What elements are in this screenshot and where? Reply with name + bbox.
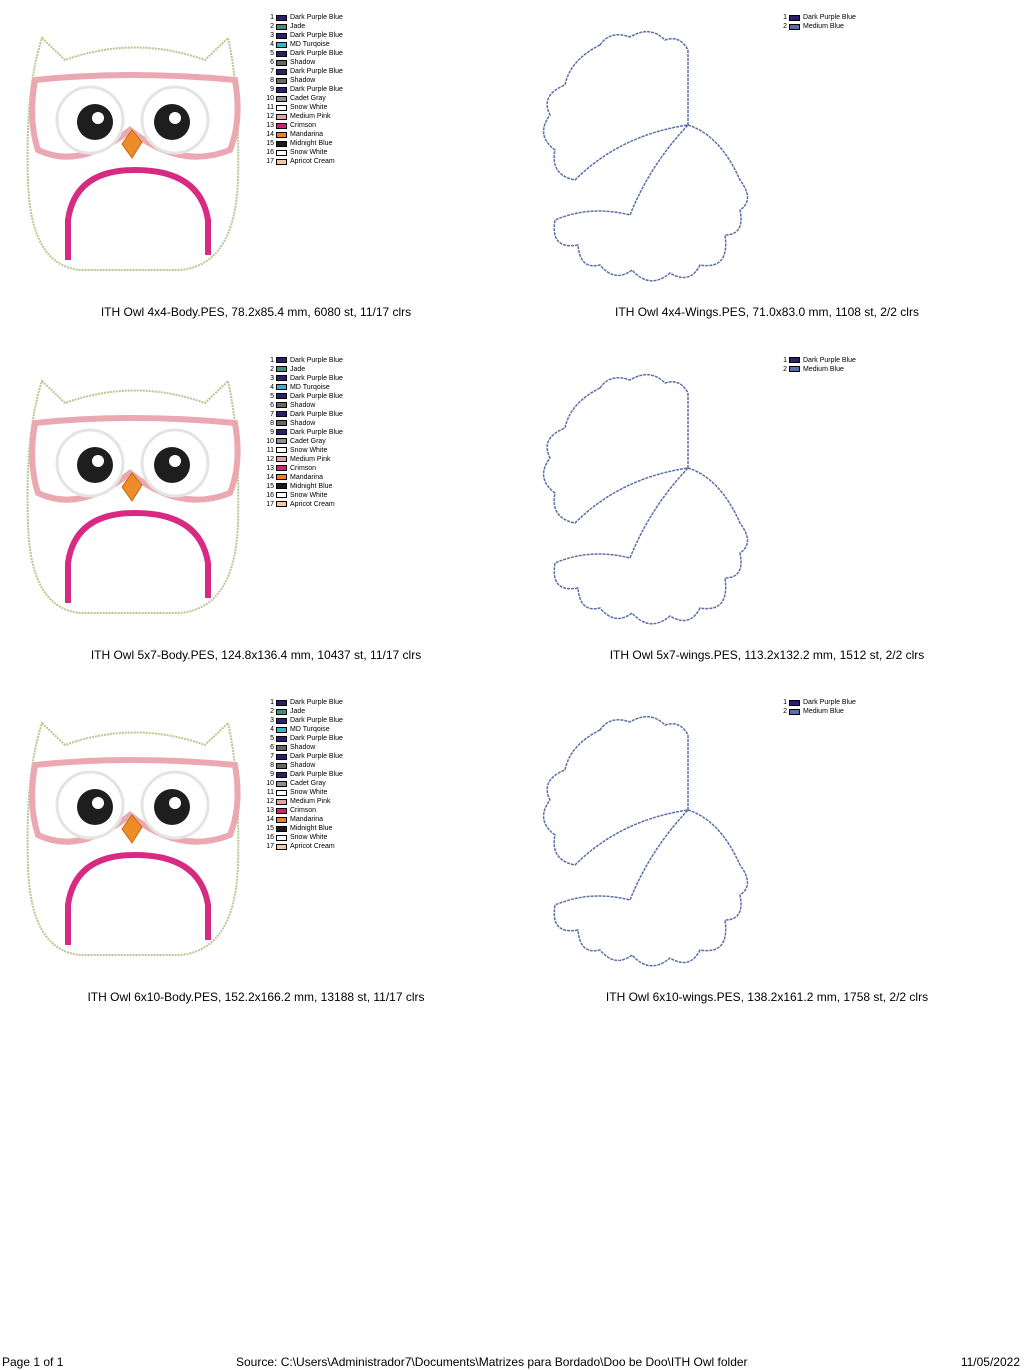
color-legend-item: 8 Shadow <box>270 77 316 84</box>
color-legend-item: 14 Mandarina <box>266 131 324 138</box>
color-legend-item: 13 Crimson <box>266 807 317 814</box>
color-legend-item: 9 Dark Purple Blue <box>270 428 343 436</box>
color-name: MD Turqoise <box>290 383 330 391</box>
color-legend-item: 2 Jade <box>270 23 306 30</box>
color-legend-item: 11 Snow White <box>266 104 328 111</box>
color-name: Jade <box>290 708 306 715</box>
color-name: Dark Purple Blue <box>290 717 343 724</box>
color-name: Dark Purple Blue <box>290 771 343 778</box>
color-name: Cadet Gray <box>290 780 326 787</box>
color-name: Apricot Cream <box>290 158 335 165</box>
color-swatch <box>276 447 287 453</box>
color-legend-item: 5 Dark Purple Blue <box>270 392 343 400</box>
color-legend-item: 5 Dark Purple Blue <box>270 50 343 57</box>
color-swatch <box>276 384 287 390</box>
color-legend-item: 17 Apricot Cream <box>266 843 335 850</box>
color-name: Apricot Cream <box>290 843 335 850</box>
owl-wings-design-preview <box>530 25 760 290</box>
color-swatch <box>276 420 287 426</box>
color-name: Midnight Blue <box>290 825 333 832</box>
color-swatch <box>276 790 287 796</box>
color-name: Dark Purple Blue <box>290 32 343 39</box>
color-legend-item: 16 Snow White <box>266 834 328 841</box>
color-swatch <box>789 366 800 372</box>
color-legend-item: 12 Medium Pink <box>266 455 331 463</box>
color-name: Dark Purple Blue <box>290 50 343 57</box>
color-name: Shadow <box>290 401 316 409</box>
color-name: Crimson <box>290 464 317 472</box>
color-legend-item: 7 Dark Purple Blue <box>270 753 343 760</box>
wings-color-legend <box>775 356 856 374</box>
color-legend-item: 10 Cadet Gray <box>266 437 326 445</box>
color-legend-item: 1 Dark Purple Blue <box>270 699 343 706</box>
color-name: Midnight Blue <box>290 140 333 147</box>
color-legend-item: 1 Dark Purple Blue <box>783 699 856 706</box>
color-legend-item: 9 Dark Purple Blue <box>270 86 343 93</box>
color-legend-item: 11 Snow White <box>266 789 328 796</box>
color-name: Medium Pink <box>290 798 331 805</box>
color-name: MD Turqoise <box>290 41 330 48</box>
color-swatch <box>276 402 287 408</box>
color-legend-item: 4 MD Turqoise <box>270 383 330 391</box>
color-name: Cadet Gray <box>290 437 326 445</box>
color-swatch <box>276 817 287 823</box>
color-legend-item: 2 Medium Blue <box>783 708 844 715</box>
page-number: Page 1 of 1 <box>2 1355 64 1369</box>
owl-body-design-preview <box>20 373 250 623</box>
color-swatch <box>276 772 287 778</box>
wings-color-legend <box>775 698 856 716</box>
color-name: Medium Blue <box>803 365 844 373</box>
color-name: Snow White <box>290 446 328 454</box>
color-legend-item: 1 Dark Purple Blue <box>783 356 856 364</box>
color-name: Dark Purple Blue <box>290 392 343 400</box>
color-swatch <box>276 123 287 129</box>
color-swatch <box>276 411 287 417</box>
color-swatch <box>276 835 287 841</box>
color-legend-item: 4 MD Turqoise <box>270 41 330 48</box>
color-legend-item: 17 Apricot Cream <box>266 500 335 508</box>
color-legend-item: 7 Dark Purple Blue <box>270 410 343 418</box>
color-swatch <box>276 763 287 769</box>
color-swatch <box>276 492 287 498</box>
color-name: Mandarina <box>290 131 324 138</box>
color-legend-item: 15 Midnight Blue <box>266 482 333 490</box>
color-legend-item: 17 Apricot Cream <box>266 158 335 165</box>
color-name: Crimson <box>290 807 317 814</box>
color-name: Midnight Blue <box>290 482 333 490</box>
color-swatch <box>276 429 287 435</box>
color-swatch <box>276 754 287 760</box>
owl-body-design-preview <box>20 715 250 965</box>
color-legend-item: 15 Midnight Blue <box>266 140 333 147</box>
color-legend-item: 2 Medium Blue <box>783 365 844 373</box>
color-swatch <box>276 736 287 742</box>
color-legend-item: 10 Cadet Gray <box>266 95 326 102</box>
color-legend-item: 3 Dark Purple Blue <box>270 717 343 724</box>
body-color-legend <box>262 356 343 509</box>
color-swatch <box>276 826 287 832</box>
color-name: Dark Purple Blue <box>803 14 856 21</box>
color-swatch <box>276 87 287 93</box>
color-swatch <box>276 15 287 21</box>
print-date: 11/05/2022 <box>960 1355 1020 1369</box>
wings-design-caption: ITH Owl 6x10-wings.PES, 138.2x161.2 mm, 1758 st, 2/2 clrs <box>605 990 929 1004</box>
color-swatch <box>276 438 287 444</box>
color-name: Dark Purple Blue <box>290 14 343 21</box>
color-swatch <box>276 456 287 462</box>
source-path: Source: C:\Users\Administrador7\Documents\Matrizes para Bordado\Doo be Doo\ITH Owl folder <box>236 1355 748 1369</box>
color-legend-item: 9 Dark Purple Blue <box>270 771 343 778</box>
body-design-caption: ITH Owl 5x7-Body.PES, 124.8x136.4 mm, 10437 st, 11/17 clrs <box>90 647 422 662</box>
color-swatch <box>276 105 287 111</box>
color-swatch <box>789 357 800 363</box>
color-name: Dark Purple Blue <box>290 699 343 706</box>
color-swatch <box>276 42 287 48</box>
color-swatch <box>276 150 287 156</box>
color-swatch <box>276 799 287 805</box>
color-swatch <box>789 24 800 30</box>
color-name: Jade <box>290 23 306 30</box>
color-swatch <box>276 474 287 480</box>
color-name: Dark Purple Blue <box>290 428 343 436</box>
color-legend-item: 14 Mandarina <box>266 816 324 823</box>
color-legend-item: 5 Dark Purple Blue <box>270 735 343 742</box>
color-legend-item: 12 Medium Pink <box>266 798 331 805</box>
color-swatch <box>276 141 287 147</box>
color-name: Dark Purple Blue <box>290 86 343 93</box>
color-swatch <box>276 78 287 84</box>
color-name: Dark Purple Blue <box>803 699 856 706</box>
color-name: Shadow <box>290 419 316 427</box>
color-name: Dark Purple Blue <box>290 68 343 75</box>
color-legend-item: 12 Medium Pink <box>266 113 331 120</box>
color-swatch <box>789 709 800 715</box>
color-legend-item: 1 Dark Purple Blue <box>270 14 343 21</box>
color-name: Medium Blue <box>803 23 844 30</box>
color-swatch <box>276 375 287 381</box>
color-legend-item: 3 Dark Purple Blue <box>270 374 343 382</box>
body-color-legend <box>262 13 343 166</box>
color-legend-item: 16 Snow White <box>266 149 328 156</box>
color-swatch <box>276 745 287 751</box>
body-design-caption: ITH Owl 6x10-Body.PES, 152.2x166.2 mm, 13188 st, 11/17 clrs <box>87 990 425 1004</box>
color-legend-item: 3 Dark Purple Blue <box>270 32 343 39</box>
color-swatch <box>276 159 287 165</box>
color-name: Snow White <box>290 789 328 796</box>
color-legend-item: 2 Jade <box>270 708 306 715</box>
color-name: Shadow <box>290 762 316 769</box>
color-swatch <box>276 33 287 39</box>
color-swatch <box>276 709 287 715</box>
color-legend-item: 13 Crimson <box>266 122 317 129</box>
color-legend-item: 7 Dark Purple Blue <box>270 68 343 75</box>
color-legend-item: 14 Mandarina <box>266 473 324 481</box>
color-swatch <box>789 15 800 21</box>
color-legend-item: 1 Dark Purple Blue <box>783 14 856 21</box>
color-name: Dark Purple Blue <box>290 753 343 760</box>
color-legend-item: 2 Jade <box>270 365 306 373</box>
color-legend-item: 8 Shadow <box>270 762 316 769</box>
color-swatch <box>276 114 287 120</box>
color-swatch <box>276 700 287 706</box>
wings-color-legend <box>775 13 856 31</box>
color-legend-item: 15 Midnight Blue <box>266 825 333 832</box>
color-name: Mandarina <box>290 473 324 481</box>
color-name: Jade <box>290 365 306 373</box>
color-name: Dark Purple Blue <box>290 410 343 418</box>
owl-body-design-preview <box>20 30 250 280</box>
color-legend-item: 8 Shadow <box>270 419 316 427</box>
color-swatch <box>276 483 287 489</box>
color-name: Snow White <box>290 104 328 111</box>
design-row <box>0 685 1024 1027</box>
color-name: Dark Purple Blue <box>290 374 343 382</box>
color-name: Snow White <box>290 491 328 499</box>
color-legend-item: 10 Cadet Gray <box>266 780 326 787</box>
color-swatch <box>276 808 287 814</box>
color-swatch <box>276 132 287 138</box>
color-swatch <box>276 357 287 363</box>
color-name: Snow White <box>290 834 328 841</box>
color-legend-item: 11 Snow White <box>266 446 328 454</box>
color-name: Medium Pink <box>290 455 331 463</box>
color-legend-item: 16 Snow White <box>266 491 328 499</box>
color-swatch <box>276 69 287 75</box>
color-name: Shadow <box>290 744 316 751</box>
color-swatch <box>276 844 287 850</box>
color-swatch <box>276 24 287 30</box>
color-swatch <box>276 60 287 66</box>
color-name: Crimson <box>290 122 317 129</box>
color-legend-item: 6 Shadow <box>270 744 316 751</box>
color-name: MD Turqoise <box>290 726 330 733</box>
color-name: Dark Purple Blue <box>290 735 343 742</box>
color-swatch <box>276 96 287 102</box>
color-name: Dark Purple Blue <box>290 356 343 364</box>
color-name: Shadow <box>290 59 316 66</box>
color-name: Mandarina <box>290 816 324 823</box>
owl-wings-design-preview <box>530 368 760 633</box>
color-legend-item: 6 Shadow <box>270 401 316 409</box>
color-swatch <box>789 700 800 706</box>
wings-design-caption: ITH Owl 5x7-wings.PES, 113.2x132.2 mm, 1512 st, 2/2 clrs <box>609 647 925 662</box>
color-swatch <box>276 465 287 471</box>
color-swatch <box>276 393 287 399</box>
color-name: Apricot Cream <box>290 500 335 508</box>
color-legend-item: 1 Dark Purple Blue <box>270 356 343 364</box>
wings-design-caption: ITH Owl 4x4-Wings.PES, 71.0x83.0 mm, 1108 st, 2/2 clrs <box>615 305 919 319</box>
design-row <box>0 343 1024 685</box>
color-name: Medium Pink <box>290 113 331 120</box>
color-legend-item: 4 MD Turqoise <box>270 726 330 733</box>
color-name: Snow White <box>290 149 328 156</box>
owl-wings-design-preview <box>530 710 760 975</box>
color-name: Medium Blue <box>803 708 844 715</box>
body-design-caption: ITH Owl 4x4-Body.PES, 78.2x85.4 mm, 6080 st, 11/17 clrs <box>100 305 412 319</box>
color-swatch <box>276 51 287 57</box>
color-legend-item: 6 Shadow <box>270 59 316 66</box>
color-swatch <box>276 366 287 372</box>
color-legend-item: 2 Medium Blue <box>783 23 844 30</box>
color-name: Shadow <box>290 77 316 84</box>
color-name: Dark Purple Blue <box>803 356 856 364</box>
color-swatch <box>276 781 287 787</box>
color-swatch <box>276 727 287 733</box>
body-color-legend <box>262 698 343 851</box>
color-swatch <box>276 718 287 724</box>
color-name: Cadet Gray <box>290 95 326 102</box>
color-legend-item: 13 Crimson <box>266 464 317 472</box>
color-swatch <box>276 501 287 507</box>
design-row <box>0 0 1024 342</box>
